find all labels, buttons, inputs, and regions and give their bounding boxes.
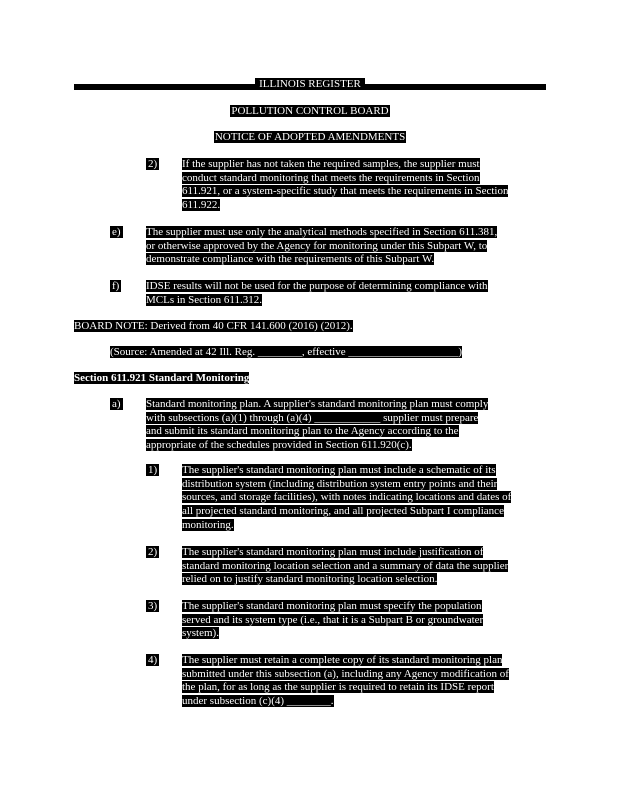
notice-title: NOTICE OF ADOPTED AMENDMENTS (214, 131, 406, 143)
item-text: IDSE results will not be used for the purpose of determining compliance with MCLs in Section 611.312. (146, 280, 488, 306)
subsection-text: Standard monitoring plan. A supplier's standard monitoring plan must comply with subsections (a)(1) through (a)(4) ____________ supplier must prepare and submit its standard monitoring plan to the Agency according to the appropriate of the schedules provided in Section 611.920(c). (146, 398, 489, 452)
sub-item-text: The supplier must retain a complete copy of its standard monitoring plan submitted under this subsection (a), including any Agency modification of the plan, for as long as the supplier is required to retain its IDSE report under subsection (c)(4) ________. (182, 654, 509, 708)
sub-item-label: 2) (148, 546, 158, 558)
register-title: ILLINOIS REGISTER (74, 78, 546, 91)
sub-item-label: 1) (148, 464, 158, 476)
item-label: f) (112, 280, 120, 292)
sub-item-text: The supplier's standard monitoring plan must include a schematic of its distribution system (including distribution system entry points and their sources, and storage facilities), with notes indicating locations and dates of all projected standard monitoring, and all projected Subpart I compliance monitoring. (182, 464, 512, 531)
item-label: 2) (148, 158, 158, 170)
subsection-label: a) (112, 398, 121, 410)
source-note: (Source: Amended at 42 Ill. Reg. ________, effective ____________________) (110, 346, 463, 358)
sub-item-text: The supplier's standard monitoring plan must specify the population served and its system type (i.e., that it is a Subpart B or groundwater system). (182, 600, 484, 640)
board-title: POLLUTION CONTROL BOARD (231, 105, 389, 117)
section-title: Section 611.921 Standard Monitoring (74, 372, 250, 384)
item-text: The supplier must use only the analytical methods specified in Section 611.381, or otherwise approved by the Agency for monitoring under this Subpart W, to demonstrate compliance with the requirements of this Subpart W. (146, 226, 498, 266)
item-text: If the supplier has not taken the required samples, the supplier must conduct standard monitoring that meets the requirements in Section 611.921, or a system-specific study that meets the requirements in Section 611.922. (182, 158, 509, 212)
sub-item-label: 4) (148, 654, 158, 666)
sub-item-label: 3) (148, 600, 158, 612)
sub-item-text: The supplier's standard monitoring plan must include justification of standard monitoring location selection and a summary of data the supplier relied on to justify standard monitoring location selection. (182, 546, 509, 586)
item-label: e) (112, 226, 121, 238)
board-note: BOARD NOTE: Derived from 40 CFR 141.600 (2016) (2012). (74, 320, 353, 332)
